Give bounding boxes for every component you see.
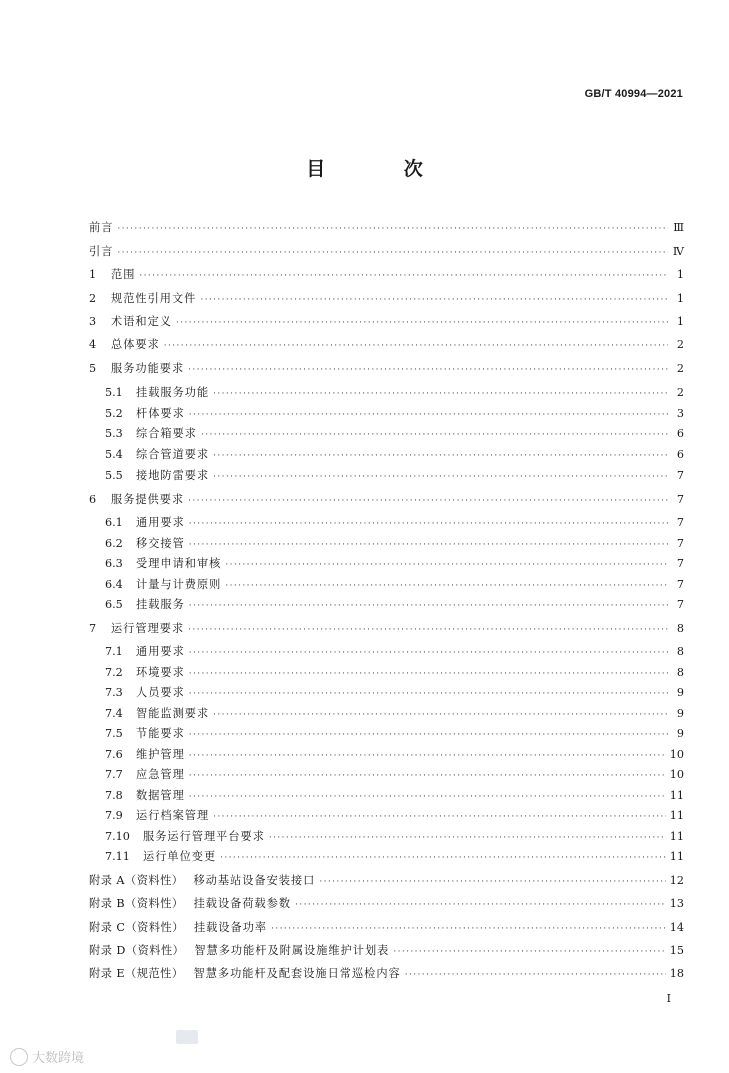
- toc-entry-page: 14: [669, 921, 684, 934]
- toc-leader-dots: [200, 295, 668, 305]
- toc-entry-label: 引言: [89, 245, 114, 258]
- toc-entry-page: 10: [669, 748, 684, 761]
- toc-leader-dots: [188, 625, 668, 635]
- toc-entry-page: 9: [676, 686, 684, 699]
- toc-leader-dots: [213, 451, 668, 461]
- toc-entry[interactable]: [89, 848, 684, 864]
- toc-leader-dots: [213, 389, 668, 399]
- toc-entry-number: 6.4: [105, 578, 123, 591]
- toc-entry-page: 11: [669, 789, 684, 802]
- toc-entry-label: 应急管理: [136, 768, 185, 781]
- toc-entry[interactable]: [89, 360, 684, 376]
- toc-entry-page: 2: [676, 386, 684, 399]
- toc-entry-page: 8: [676, 622, 684, 635]
- toc-entry-page: 1: [676, 315, 684, 328]
- toc-entry-annex: 附录 B（资料性）: [89, 897, 184, 910]
- toc-leader-dots: [189, 669, 668, 679]
- toc-entry[interactable]: [89, 555, 684, 571]
- toc-entry[interactable]: [89, 336, 684, 352]
- toc-leader-dots: [213, 710, 668, 720]
- toc-entry-page: 13: [669, 897, 684, 910]
- toc-leader-dots: [189, 648, 668, 658]
- toc-entry-label: 服务功能要求: [111, 362, 185, 375]
- page-title: 目 次: [306, 158, 459, 180]
- toc-entry-label: 运行管理要求: [111, 622, 185, 635]
- toc-entry-label: 移交接管: [136, 537, 185, 550]
- toc-entry-page: Ⅳ: [672, 245, 684, 258]
- toc-entry-page: 11: [669, 830, 684, 843]
- toc-entry[interactable]: [89, 219, 684, 235]
- toc-entry[interactable]: [89, 787, 684, 803]
- toc-entry-label: 智慧多功能杆及附属设施维护计划表: [194, 944, 390, 957]
- toc-entry-label: 服务运行管理平台要求: [143, 830, 265, 843]
- toc-entry-page: 7: [676, 537, 684, 550]
- toc-entry-page: 3: [676, 407, 684, 420]
- toc-entry-page: Ⅲ: [673, 221, 684, 234]
- toc-leader-dots: [188, 496, 668, 506]
- toc-leader-dots: [189, 730, 668, 740]
- toc-entry[interactable]: [89, 620, 684, 636]
- toc-entry-page: 8: [676, 666, 684, 679]
- page-number: Ⅰ: [666, 992, 671, 1005]
- toc-leader-dots: [188, 365, 668, 375]
- toc-entry-annex: 附录 A（资料性）: [89, 874, 184, 887]
- toc-entry-annex: 附录 C（资料性）: [89, 921, 184, 934]
- toc-entry-number: 5.2: [105, 407, 123, 420]
- toc-entry-number: 6.3: [105, 557, 123, 570]
- toc-leader-dots: [189, 410, 668, 420]
- toc-entry-page: 11: [669, 809, 684, 822]
- toc-entry-number: 1: [89, 268, 97, 281]
- toc-entry-number: 7.11: [105, 850, 130, 863]
- toc-entry-label: 计量与计费原则: [136, 578, 222, 591]
- toc-entry-page: 10: [669, 768, 684, 781]
- toc-entry-page: 6: [676, 448, 684, 461]
- toc-entry-label: 运行单位变更: [143, 850, 217, 863]
- toc-entry-number: 5.5: [105, 469, 123, 482]
- toc-entry-number: 4: [89, 338, 97, 351]
- toc-leader-dots: [220, 853, 666, 863]
- toc-entry-page: 8: [676, 645, 684, 658]
- toc-entry-label: 综合管道要求: [136, 448, 210, 461]
- toc-entry-label: 杆体要求: [136, 407, 185, 420]
- toc-entry-page: 11: [669, 850, 684, 863]
- toc-leader-dots: [189, 540, 668, 550]
- toc-entry[interactable]: [89, 705, 684, 721]
- toc-entry-label: 通用要求: [136, 645, 185, 658]
- watermark-logo-icon: [10, 1048, 28, 1066]
- toc-entry-label: 挂载设备荷载参数: [193, 897, 292, 910]
- toc-entry-number: 7.6: [105, 748, 123, 761]
- toc-entry[interactable]: [89, 384, 684, 400]
- toc-entry-number: 3: [89, 315, 97, 328]
- toc-leader-dots: [164, 341, 668, 351]
- toc-leader-dots: [213, 472, 668, 482]
- toc-entry-number: 6.1: [105, 516, 123, 529]
- toc-entry[interactable]: [89, 514, 684, 530]
- toc-entry-page: 7: [676, 469, 684, 482]
- toc-entry-number: 7.3: [105, 686, 123, 699]
- toc-entry[interactable]: [89, 919, 684, 935]
- toc-entry-number: 7.4: [105, 707, 123, 720]
- toc-entry-label: 挂载服务: [136, 598, 185, 611]
- toc-leader-dots: [213, 812, 666, 822]
- toc-entry-number: 7.8: [105, 789, 123, 802]
- toc-entry[interactable]: [89, 766, 684, 782]
- toc-entry-label: 挂载设备功率: [193, 921, 268, 934]
- toc-entry-label: 环境要求: [136, 666, 185, 679]
- toc-entry-page: 18: [669, 967, 684, 980]
- toc-entry-label: 服务提供要求: [111, 493, 185, 506]
- toc-entry[interactable]: [89, 576, 684, 592]
- toc-entry-number: 7.1: [105, 645, 123, 658]
- toc-entry[interactable]: [89, 684, 684, 700]
- toc-leader-dots: [269, 833, 666, 843]
- toc-entry-number: 7.10: [105, 830, 130, 843]
- toc-entry-label: 运行档案管理: [136, 809, 210, 822]
- toc-entry-page: 15: [669, 944, 684, 957]
- toc-entry-number: 5.4: [105, 448, 123, 461]
- toc-leader-dots: [117, 224, 668, 234]
- toc-leader-dots: [225, 581, 668, 591]
- toc-leader-dots: [189, 519, 668, 529]
- toc-entry-number: 7.9: [105, 809, 123, 822]
- toc-entry-label: 范围: [111, 268, 136, 281]
- toc-entry-page: 9: [676, 727, 684, 740]
- toc-entry-number: 5: [89, 362, 97, 375]
- toc-leader-dots: [189, 751, 666, 761]
- toc-entry-annex: 附录 E（规范性）: [89, 967, 184, 980]
- toc-entry[interactable]: [89, 405, 684, 421]
- toc-entry-label: 接地防雷要求: [136, 469, 210, 482]
- toc-leader-dots: [189, 771, 666, 781]
- toc-entry-label: 综合箱要求: [136, 427, 197, 440]
- toc-entry[interactable]: [89, 965, 684, 981]
- toc-entry-page: 7: [676, 493, 684, 506]
- toc-entry-page: 1: [676, 268, 684, 281]
- toc-entry-label: 智慧多功能杆及配套设施日常巡检内容: [193, 967, 401, 980]
- toc-entry[interactable]: [89, 313, 684, 329]
- toc-leader-dots: [201, 430, 668, 440]
- toc-leader-dots: [117, 248, 668, 258]
- toc-entry[interactable]: [89, 895, 684, 911]
- toc-entry[interactable]: [89, 828, 684, 844]
- toc-entry-label: 术语和定义: [111, 315, 172, 328]
- toc-entry-page: 2: [676, 338, 684, 351]
- toc-leader-dots: [176, 318, 668, 328]
- watermark-text: 大数跨境: [32, 1051, 85, 1066]
- toc-entry-page: 7: [676, 516, 684, 529]
- toc-entry[interactable]: [89, 725, 684, 741]
- toc-entry-label: 挂载服务功能: [136, 386, 210, 399]
- toc-entry-number: 6.2: [105, 537, 123, 550]
- toc-leader-dots: [405, 970, 666, 980]
- toc-leader-dots: [189, 689, 668, 699]
- toc-entry[interactable]: [89, 425, 684, 441]
- toc-entry[interactable]: [89, 491, 684, 507]
- toc-entry[interactable]: [89, 266, 684, 282]
- toc-entry-number: 5.1: [105, 386, 123, 399]
- toc-leader-dots: [295, 900, 666, 910]
- toc-entry[interactable]: [89, 596, 684, 612]
- toc-leader-dots: [319, 877, 665, 887]
- toc-entry-number: 2: [89, 292, 97, 305]
- toc-entry[interactable]: [89, 243, 684, 259]
- toc-entry-number: 7: [89, 622, 97, 635]
- toc-leader-dots: [189, 601, 668, 611]
- toc-entry-page: 2: [676, 362, 684, 375]
- toc-entry-number: 5.3: [105, 427, 123, 440]
- toc-entry-label: 总体要求: [111, 338, 160, 351]
- toc-entry-number: 7.7: [105, 768, 123, 781]
- toc-entry-label: 通用要求: [136, 516, 185, 529]
- toc-entry-page: 7: [676, 578, 684, 591]
- toc-entry-label: 人员要求: [136, 686, 185, 699]
- toc-entry-label: 前言: [89, 221, 114, 234]
- toc-entry-label: 规范性引用文件: [111, 292, 197, 305]
- toc-leader-dots: [271, 924, 666, 934]
- toc-entry[interactable]: [89, 807, 684, 823]
- toc-leader-dots: [393, 947, 665, 957]
- toc-entry-page: 7: [676, 598, 684, 611]
- toc-entry[interactable]: [89, 290, 684, 306]
- toc-entry[interactable]: [89, 446, 684, 462]
- toc-entry-label: 维护管理: [136, 748, 185, 761]
- toc-entry[interactable]: [89, 664, 684, 680]
- toc-entry-label: 智能监测要求: [136, 707, 210, 720]
- toc-entry-page: 1: [676, 292, 684, 305]
- toc-entry-page: 12: [669, 874, 684, 887]
- stamp-icon: [176, 1030, 198, 1044]
- toc-entry-label: 数据管理: [136, 789, 185, 802]
- toc-entry[interactable]: [89, 942, 684, 958]
- toc-entry[interactable]: [89, 872, 684, 888]
- toc-entry-number: 6: [89, 493, 97, 506]
- toc-entry[interactable]: [89, 535, 684, 551]
- toc-entry-label: 受理申请和审核: [136, 557, 222, 570]
- toc-entry-number: 7.5: [105, 727, 123, 740]
- toc-entry-number: 7.2: [105, 666, 123, 679]
- toc-entry-page: 9: [676, 707, 684, 720]
- toc-entry[interactable]: [89, 467, 684, 483]
- toc-entry-page: 7: [676, 557, 684, 570]
- toc-entry-label: 节能要求: [136, 727, 185, 740]
- toc-leader-dots: [225, 560, 668, 570]
- watermark: [10, 1047, 84, 1066]
- toc-entry[interactable]: [89, 643, 684, 659]
- toc-entry-annex: 附录 D（资料性）: [89, 944, 185, 957]
- toc-entry-page: 6: [676, 427, 684, 440]
- toc-leader-dots: [139, 271, 668, 281]
- toc-leader-dots: [189, 792, 666, 802]
- standard-code: GB/T 40994—2021: [584, 88, 683, 100]
- toc-entry-number: 6.5: [105, 598, 123, 611]
- toc-entry[interactable]: [89, 746, 684, 762]
- toc-entry-label: 移动基站设备安装接口: [193, 874, 316, 887]
